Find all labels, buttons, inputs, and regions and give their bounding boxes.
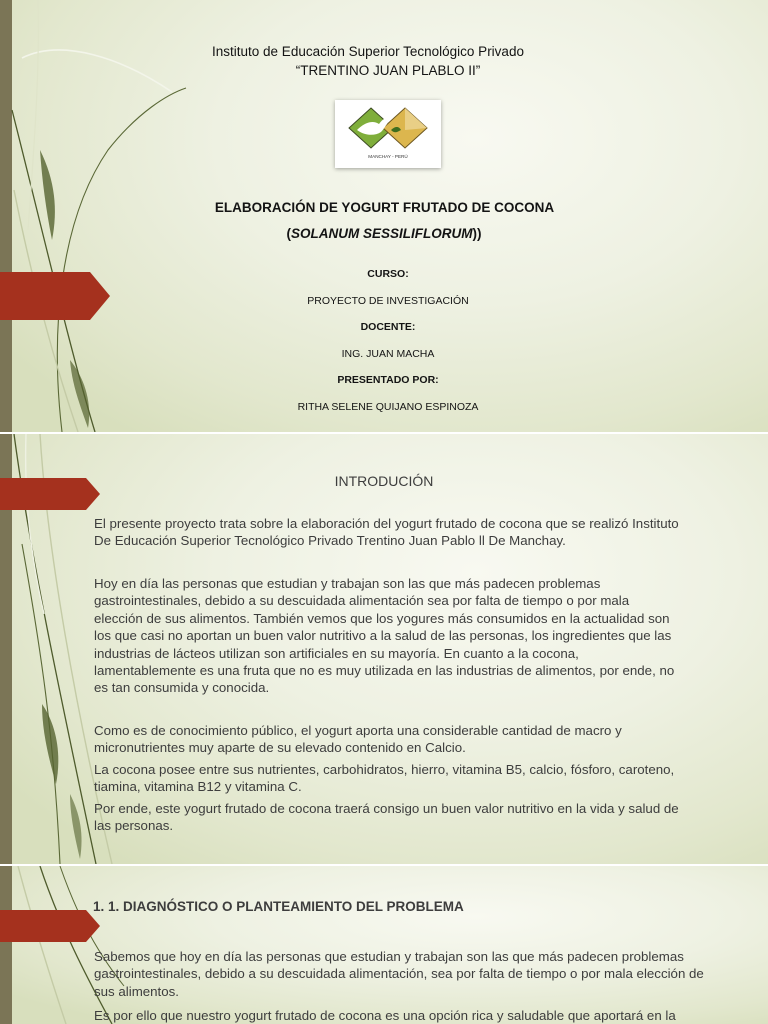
paragraph-line: De Educación Superior Tecnológico Privado Trentino Juan Pablo ll De Manchay. bbox=[94, 533, 566, 549]
paragraph-line: lamentablemente es una fruta que no es muy utilizada en las industrias de alimentos, por ende, no bbox=[94, 663, 675, 679]
presenter-value: RITHA SELENE QUIJANO ESPINOZA bbox=[297, 401, 479, 413]
paragraph-line: Es por ello que nuestro yogurt frutado de cocona es una opción rica y saludable que aportará en la bbox=[94, 1008, 676, 1023]
paragraph bbox=[94, 800, 679, 835]
plant-curve-decoration bbox=[0, 866, 140, 1024]
paragraph-line: micronutrientes muy aparte de su elevado contenido en Calcio. bbox=[94, 740, 466, 756]
paragraph-line: industrias de lácteos utilizan son artificiales en su mayoría. En cuanto a la cocona, bbox=[94, 645, 579, 661]
paragraph-line: es tan consumida y conocida. bbox=[94, 680, 270, 696]
institute-line: Instituto de Educación Superior Tecnológico Privado bbox=[212, 44, 524, 59]
slide-introduction bbox=[0, 434, 768, 864]
document-title: ELABORACIÓN DE YOGURT FRUTADO DE COCONA bbox=[214, 200, 555, 215]
slide-title bbox=[0, 0, 768, 432]
subtitle-open: ( bbox=[286, 226, 291, 241]
paragraph-line: Sabemos que hoy en día las personas que estudian y trabajan son las que más padecen problemas bbox=[94, 949, 684, 964]
course-value: PROYECTO DE INVESTIGACIÓN bbox=[307, 295, 469, 307]
paragraph-line: tiamina, vitamina B12 y vitamina C. bbox=[94, 779, 302, 795]
subtitle-species: SOLANUM SESSILIFLORUM bbox=[291, 226, 473, 241]
subtitle-close: )) bbox=[472, 226, 482, 241]
paragraph-line: gastrointestinales, debido a su descuidada alimentación, sea por falta de tiempo o por mala elección de bbox=[94, 966, 704, 982]
institute-logo bbox=[335, 100, 441, 168]
logo-text: MANCHAY - PERÚ bbox=[368, 154, 408, 159]
slide-diagnosis bbox=[0, 866, 768, 1024]
teacher-label: DOCENTE: bbox=[360, 321, 416, 333]
paragraph-line: los que casi no aportan un buen valor nutritivo a la salud de las personas, los ingredientes que las bbox=[94, 628, 672, 644]
teacher-value: ING. JUAN MACHA bbox=[341, 348, 435, 360]
paragraph-line: Como es de conocimiento público, el yogurt aporta una considerable cantidad de macro y bbox=[94, 723, 622, 738]
paragraph bbox=[94, 722, 622, 757]
document-subtitle bbox=[0, 225, 768, 242]
accent-tab bbox=[0, 910, 102, 942]
institute-name: “TRENTINO JUAN PLABLO II” bbox=[295, 63, 481, 78]
presenter-label: PRESENTADO POR: bbox=[337, 374, 439, 386]
paragraph bbox=[94, 575, 674, 697]
paragraph bbox=[94, 515, 679, 550]
paragraph-line: sus alimentos. bbox=[94, 983, 179, 999]
section-heading: INTRODUCIÓN bbox=[334, 473, 434, 489]
paragraph-line: La cocona posee entre sus nutrientes, carbohidratos, hierro, vitamina B5, calcio, fósforo, caroteno, bbox=[94, 762, 675, 777]
paragraph-line: Hoy en día las personas que estudian y trabajan son las que más padecen problemas bbox=[94, 576, 601, 591]
paragraph-line: elección de sus alimentos. También vemos que los yogures más consumidos en la actualidad son bbox=[94, 610, 670, 626]
paragraph bbox=[94, 1007, 676, 1024]
paragraph bbox=[94, 761, 674, 796]
course-label: CURSO: bbox=[367, 268, 409, 280]
paragraph bbox=[94, 948, 704, 1000]
paragraph-line: las personas. bbox=[94, 818, 174, 834]
paragraph-line: El presente proyecto trata sobre la elaboración del yogurt frutado de cocona que se realizó Instituto bbox=[94, 516, 679, 531]
paragraph-line: Por ende, este yogurt frutado de cocona traerá consigo un buen valor nutritivo en la vida y salud de bbox=[94, 801, 679, 816]
paragraph-line: gastrointestinales, debido a su descuidada alimentación sea por falta de tiempo o por mala bbox=[94, 593, 630, 609]
section-heading: 1. 1. DIAGNÓSTICO O PLANTEAMIENTO DEL PROBLEMA bbox=[93, 899, 464, 914]
